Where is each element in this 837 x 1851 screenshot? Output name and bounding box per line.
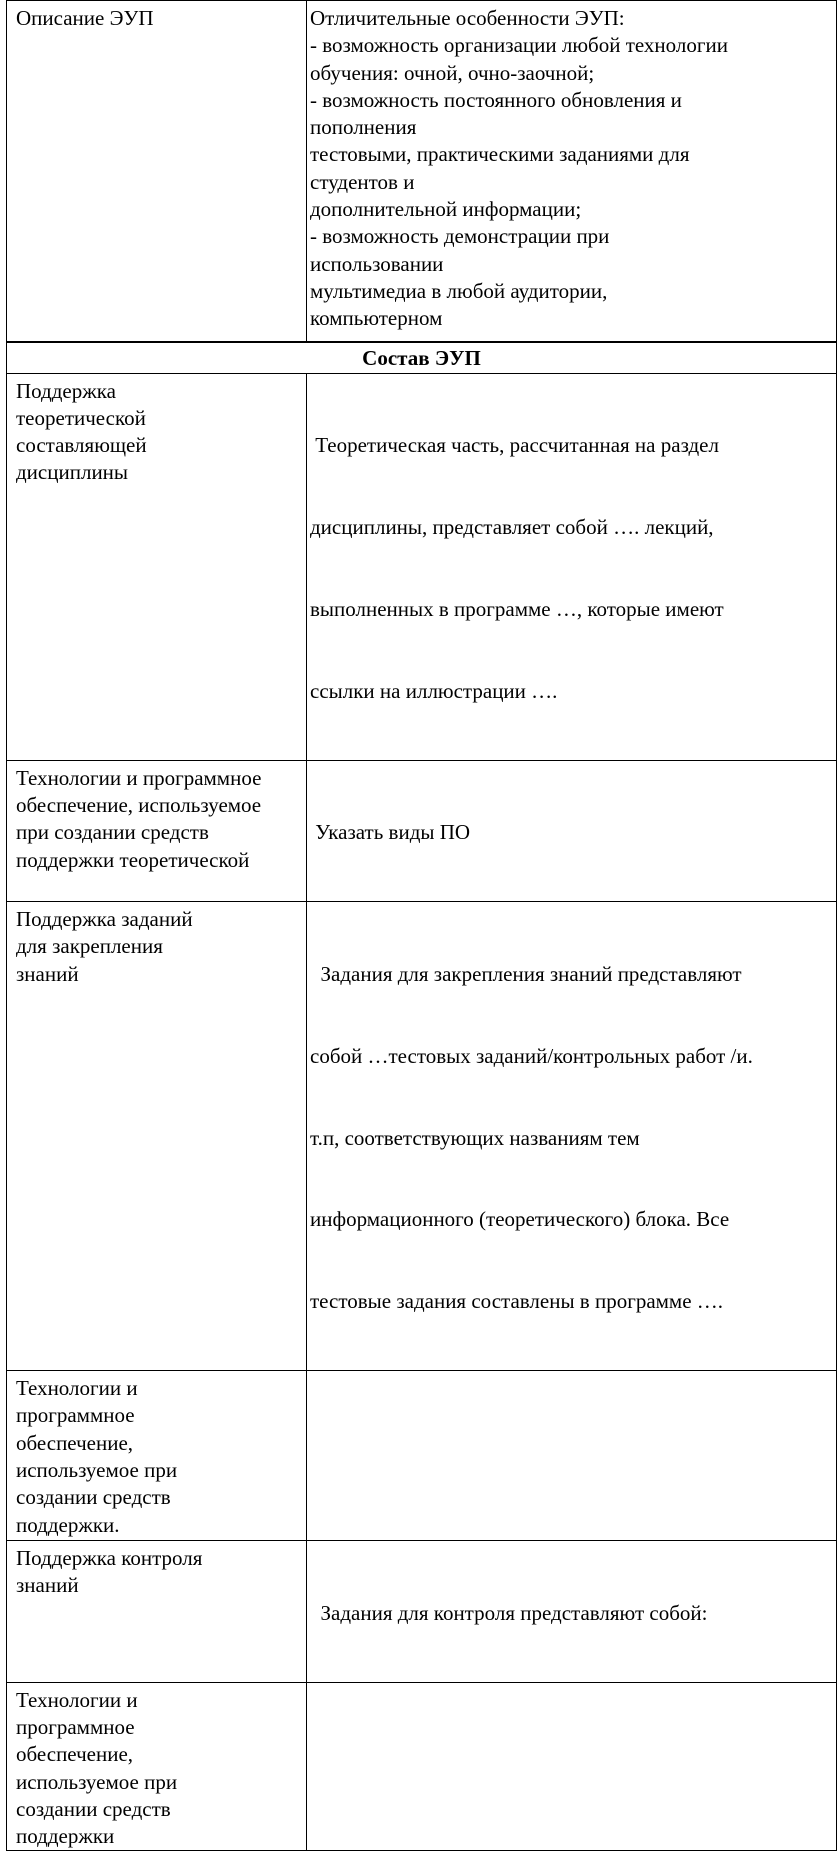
cell-line: составляющей bbox=[16, 433, 147, 458]
cell-line: знаний bbox=[16, 961, 79, 986]
table-row bbox=[7, 902, 837, 1371]
cell-line: поддержки. bbox=[16, 1512, 120, 1537]
row-label-cell bbox=[7, 1371, 307, 1541]
cell-line: пополнения bbox=[310, 115, 417, 140]
cell-line: выполненных в программе …, которые имеют bbox=[310, 596, 724, 621]
cell-line: создании средств bbox=[16, 1796, 171, 1821]
table-row bbox=[7, 760, 837, 901]
cell-line: теоретической bbox=[16, 405, 146, 430]
cell-line: обеспечение, bbox=[16, 1742, 134, 1767]
cell-line: используемое при bbox=[16, 1458, 178, 1483]
cell-line: обучения: очной, очно-заочной; bbox=[310, 60, 595, 85]
cell-line: поддержки теоретической bbox=[16, 847, 250, 872]
cell-line: компьютерном bbox=[310, 306, 443, 331]
cell-line: Описание ЭУП bbox=[16, 6, 154, 30]
row-label-cell bbox=[7, 760, 307, 901]
cell-line: - возможность постоянного обновления и bbox=[310, 87, 682, 112]
cell-line: Задания для закрепления знаний представляют bbox=[310, 961, 742, 986]
table-row bbox=[7, 1371, 837, 1541]
cell-line: используемое при bbox=[16, 1769, 178, 1794]
section-header: Состав ЭУП bbox=[7, 342, 837, 374]
row-content-cell bbox=[307, 760, 837, 901]
cell-line: тестовые задания составлены в программе …. bbox=[310, 1289, 724, 1314]
cell-line: Отличительные особенности ЭУП: bbox=[310, 6, 625, 30]
cell-line: т.п, соответствующих названиям тем bbox=[310, 1125, 640, 1150]
row-label-cell bbox=[7, 902, 307, 1371]
cell-line: знаний bbox=[16, 1573, 79, 1598]
cell-line: Поддержка bbox=[16, 378, 116, 403]
cell-line: программное bbox=[16, 1403, 135, 1428]
cell-line: обеспечение, bbox=[16, 1430, 134, 1455]
table-row bbox=[7, 1682, 837, 1851]
table-row bbox=[7, 373, 837, 760]
cell-line: использовании bbox=[310, 251, 444, 276]
cell-line: Указать виды ПО bbox=[310, 820, 471, 845]
cell-line: для закрепления bbox=[16, 934, 163, 959]
cell-line: Поддержка контроля bbox=[16, 1546, 203, 1571]
cell-line: Технологии и программное bbox=[16, 765, 262, 790]
row-content-cell bbox=[307, 373, 837, 760]
table-row-section-header bbox=[7, 342, 837, 374]
cell-line: собой …тестовых заданий/контрольных работ /и. bbox=[310, 1043, 753, 1068]
cell-line: информационного (теоретического) блока. Все bbox=[310, 1207, 730, 1232]
table-row-intro bbox=[7, 1, 837, 342]
cell-line: Теоретическая часть, рассчитанная на раздел bbox=[310, 433, 719, 458]
cell-line: студентов и bbox=[310, 169, 415, 194]
intro-left-cell bbox=[7, 1, 307, 342]
cell-line: Задания для контроля представляют собой: bbox=[310, 1600, 708, 1625]
cell-line: Технологии и bbox=[16, 1687, 138, 1712]
cell-line: Поддержка заданий bbox=[16, 907, 193, 932]
cell-line: Технологии и bbox=[16, 1376, 138, 1401]
cell-line: - возможность организации любой технологии bbox=[310, 33, 728, 58]
table-row bbox=[7, 1541, 837, 1682]
row-label-cell bbox=[7, 1541, 307, 1682]
row-label-cell bbox=[7, 373, 307, 760]
row-label-cell bbox=[7, 1682, 307, 1851]
row-content-cell bbox=[307, 1541, 837, 1682]
cell-line: обеспечение, используемое bbox=[16, 792, 262, 817]
cell-line: дисциплины, представляет собой …. лекций, bbox=[310, 514, 714, 539]
cell-line: мультимедиа в любой аудитории, bbox=[310, 278, 608, 303]
eup-description-table bbox=[6, 0, 837, 1851]
cell-line: ссылки на иллюстрации …. bbox=[310, 678, 558, 703]
cell-line: создании средств bbox=[16, 1485, 171, 1510]
cell-line: дополнительной информации; bbox=[310, 197, 582, 222]
row-content-cell bbox=[307, 902, 837, 1371]
cell-line: тестовыми, практическими заданиями для bbox=[310, 142, 690, 167]
cell-line: - возможность демонстрации при bbox=[310, 224, 610, 249]
cell-line: программное bbox=[16, 1714, 135, 1739]
cell-line: при создании средств bbox=[16, 820, 209, 845]
row-content-cell bbox=[307, 1682, 837, 1851]
row-content-cell bbox=[307, 1371, 837, 1541]
intro-right-cell bbox=[307, 1, 837, 342]
cell-line: дисциплины bbox=[16, 460, 129, 485]
cell-line: поддержки bbox=[16, 1824, 115, 1849]
